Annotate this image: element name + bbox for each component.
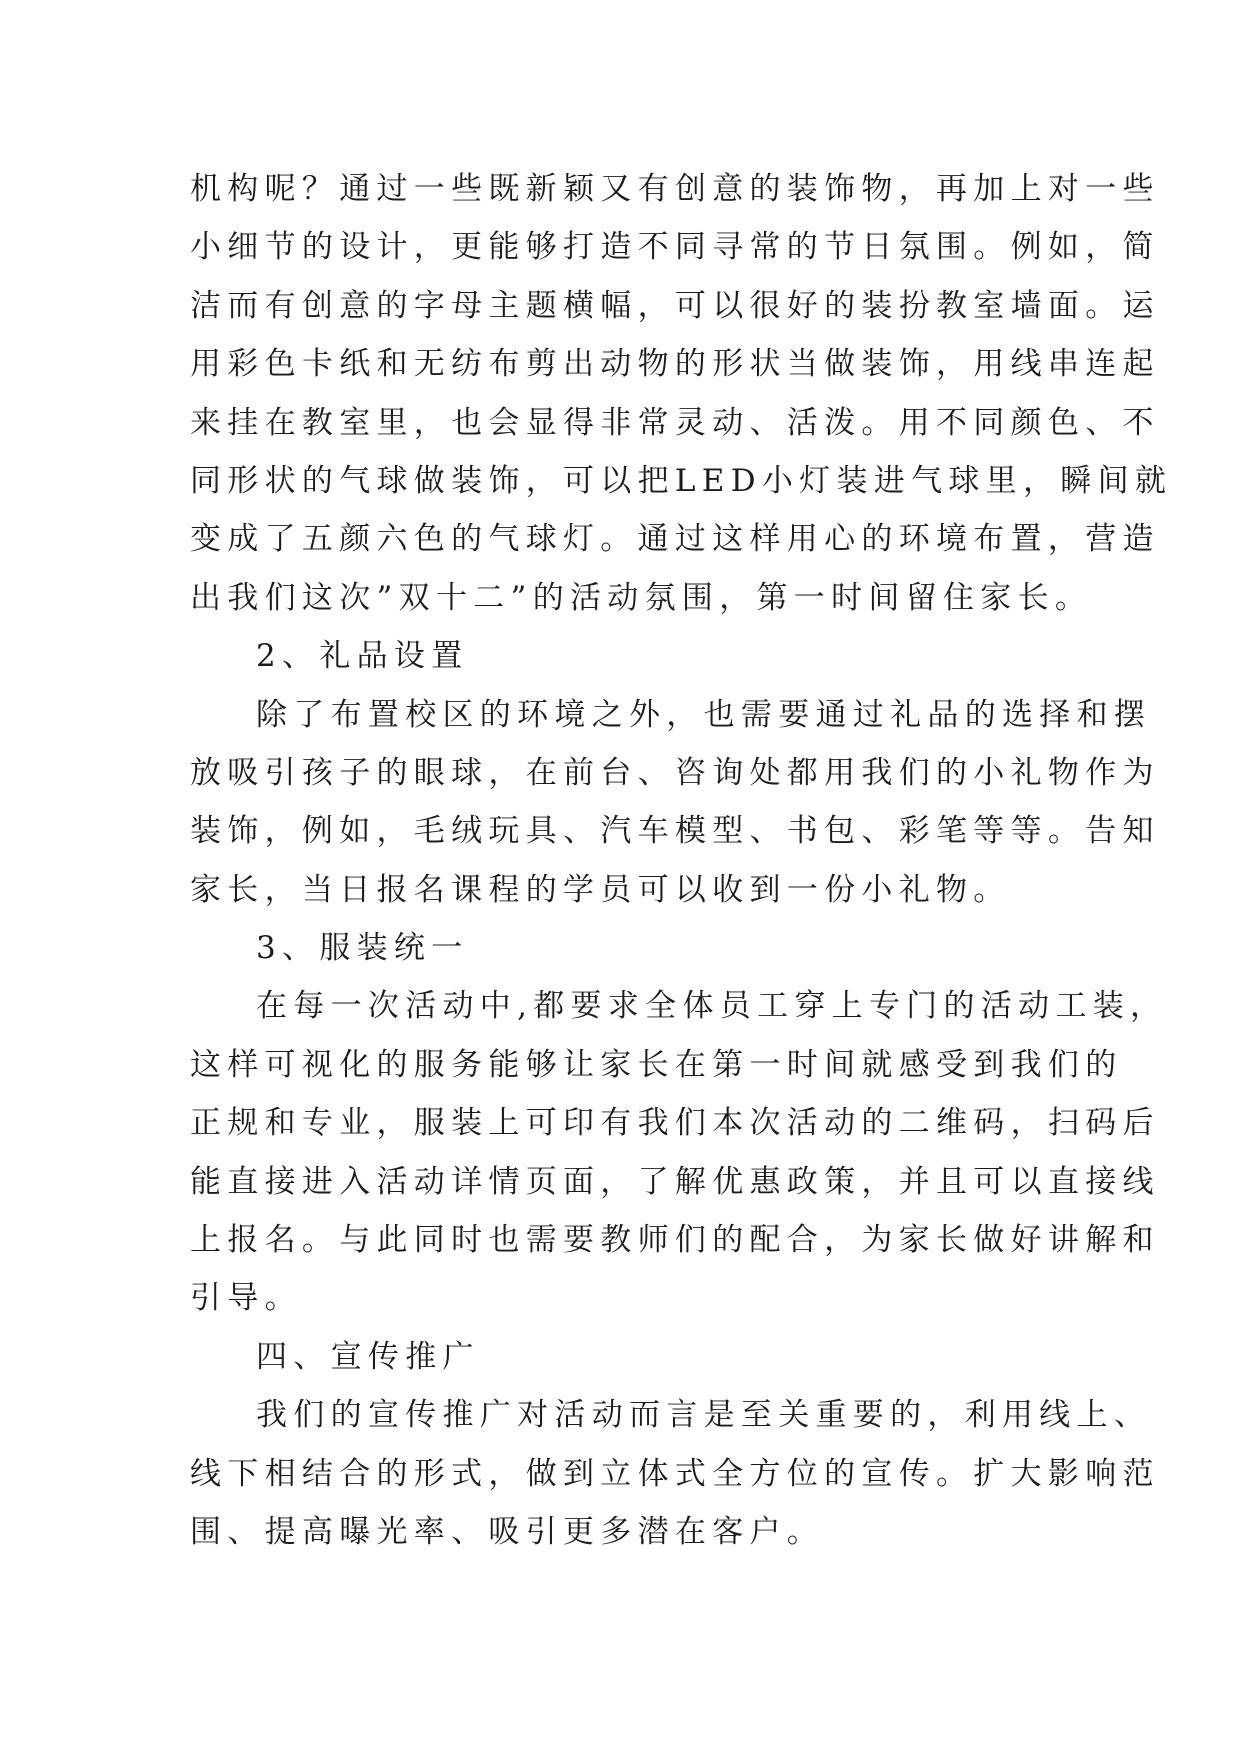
- text-line: 机构呢？通过一些既新颖又有创意的装饰物，再加上对一些: [190, 171, 1160, 207]
- text-line: 我们的宣传推广对活动而言是至关重要的，利用线上、: [256, 1397, 1152, 1434]
- text-line: 放吸引孩子的眼球，在前台、咨询处都用我们的小礼物作为: [190, 754, 1160, 791]
- text-line: 同形状的气球做装饰，可以把LED小灯装进气球里，瞬间就: [190, 462, 1173, 499]
- text-line: 变成了五颜六色的气球灯。通过这样用心的环境布置，营造: [190, 521, 1160, 558]
- text-line: 装饰，例如，毛绒玩具、汽车模型、书包、彩笔等等。告知: [190, 813, 1160, 850]
- text-line: 正规和专业，服装上可印有我们本次活动的二维码，扫码后: [190, 1105, 1160, 1142]
- text-line: 用彩色卡纸和无纺布剪出动物的形状当做装饰，用线串连起: [190, 346, 1160, 383]
- document-body: [190, 160, 1173, 1561]
- text-line: 2、礼品设置: [256, 638, 469, 675]
- text-line: 除了布置校区的环境之外，也需要通过礼品的选择和摆: [256, 696, 1152, 733]
- text-line: 线下相结合的形式，做到立体式全方位的宣传。扩大影响范: [190, 1455, 1160, 1492]
- text-line: 家长，当日报名课程的学员可以收到一份小礼物。: [190, 871, 1011, 908]
- text-line: 引导。: [190, 1280, 302, 1317]
- text-line: 围、提高曝光率、吸引更多潜在客户。: [190, 1513, 825, 1550]
- text-line: 在每一次活动中,都要求全体员工穿上专门的活动工装，: [256, 988, 1168, 1025]
- text-line: 四、宣传推广: [256, 1338, 480, 1375]
- text-line: 小细节的设计，更能够打造不同寻常的节日氛围。例如，简: [190, 229, 1160, 266]
- text-line: 来挂在教室里，也会显得非常灵动、活泼。用不同颜色、不: [190, 404, 1160, 441]
- text-line: 出我们这次”双十二”的活动氛围，第一时间留住家长。: [190, 579, 1093, 616]
- text-line: 这样可视化的服务能够让家长在第一时间就感受到我们的: [190, 1046, 1123, 1083]
- text-line: 能直接进入活动详情页面，了解优惠政策，并且可以直接线: [190, 1163, 1160, 1200]
- text-line: 3、服装统一: [256, 930, 469, 967]
- text-line: 洁而有创意的字母主题横幅，可以很好的装扮教室墙面。运: [190, 287, 1160, 324]
- text-line: 上报名。与此同时也需要教师们的配合，为家长做好讲解和: [190, 1222, 1160, 1259]
